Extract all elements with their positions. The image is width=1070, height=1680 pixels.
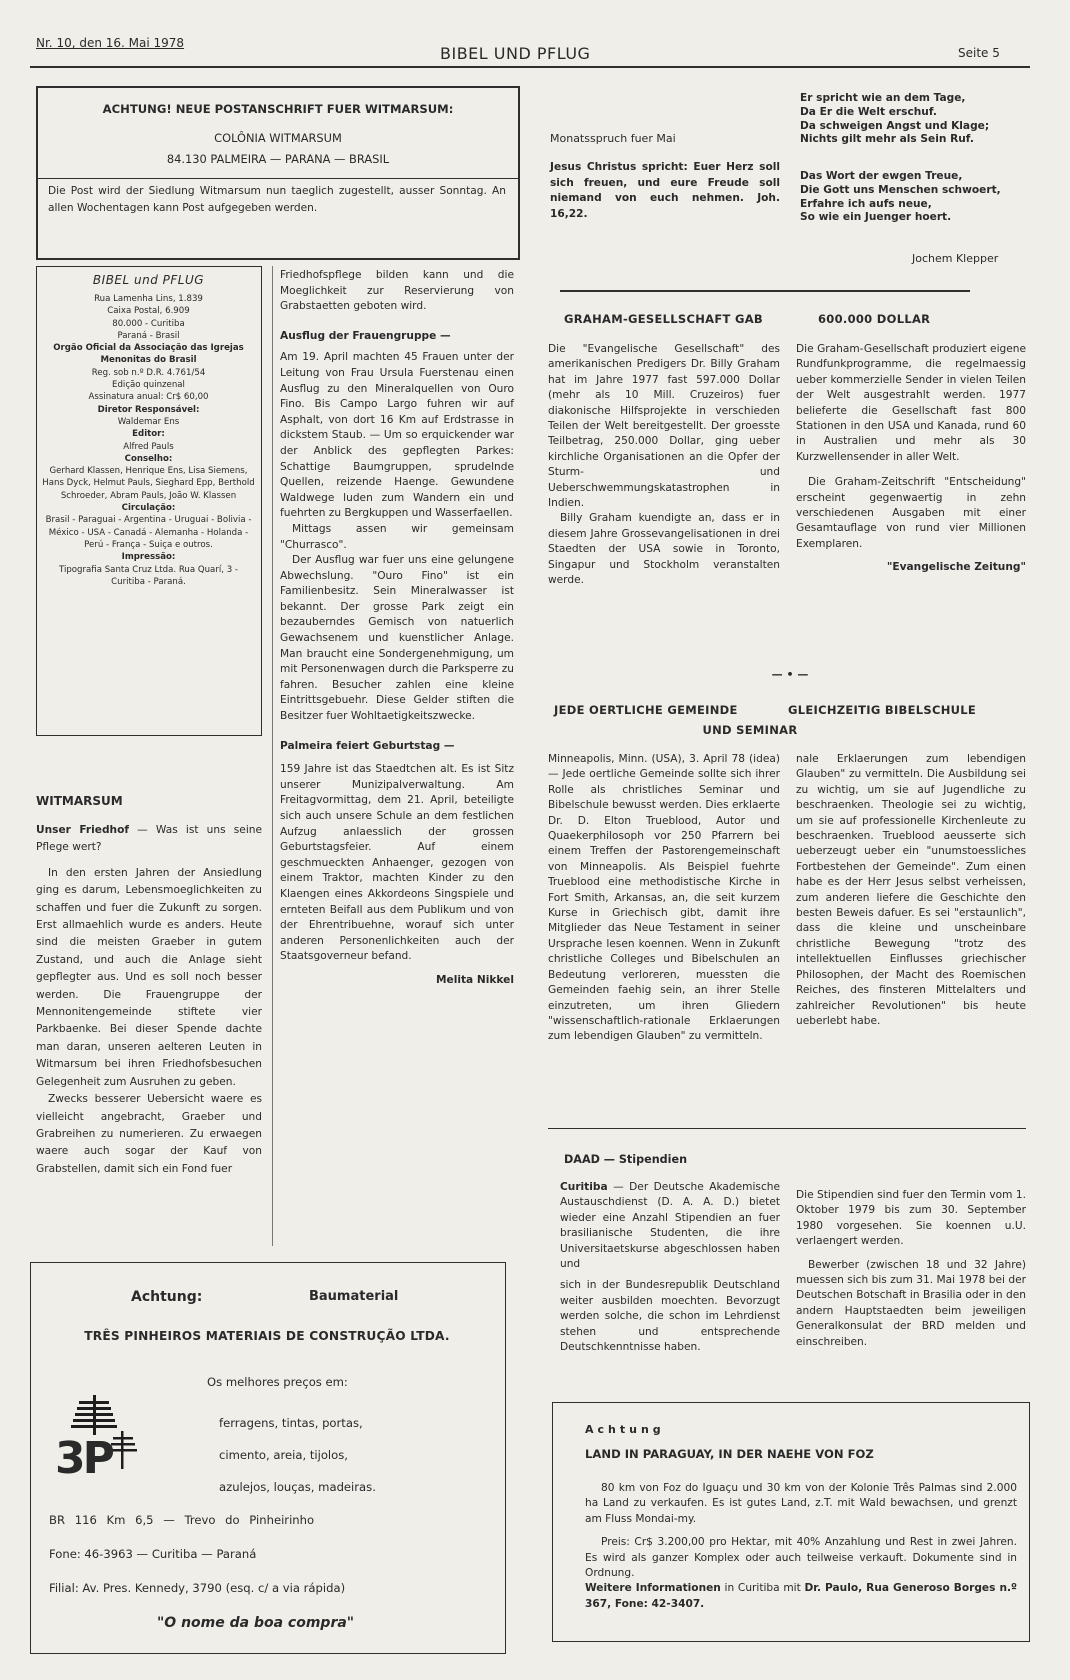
- gemeinde-right-column: nale Erklaerungen zum lebendigen Glauben" zu vermitteln. Die Ausbildung sei zu wichtig, um sie auf Jugendliche zu beschraenken. Theologie sei zu wichtig, um sie auf professionelle Kirchenleute zu beschraenken. Trueblood aeusserte sich ueberzeugt ueber ein "unumstoessliches Fortbestehen der Gemeinde". Zum einen habe es der Herr Jesus selbst verheissen, zum anderen liefere die Geschichte den besten Beweis dafuer. Es sei "erstaunlich", dass die kleine und unscheinbare christliche Bewegung "trotz des intellektuellen Einflusses griechischer Philosophen, der Macht des Roemischen Reiches, des finsteren Mittelalters und zahlreicher Revolutionen" bis heute ueberlebt habe.: [796, 753, 1026, 1027]
- graham-left-p2: Billy Graham kuendigte an, dass er in diesem Jahre Grossevangelisationen in drei Staedten der USA sowie in Toronto, Singapur und Stockholm veranstalten werde.: [548, 512, 780, 587]
- ad-company: TRÊS PINHEIROS MATERIAIS DE CONSTRUÇÃO LTDA.: [84, 1329, 450, 1343]
- postal-notice-line2: 84.130 PALMEIRA — PARANA — BRASIL: [166, 152, 390, 166]
- land-ad-box: [552, 1402, 1030, 1642]
- palmeira-signature: Melita Nikkel: [435, 973, 514, 986]
- masthead-address: [41, 293, 256, 588]
- graham-left-p1: Die "Evangelische Gesellschaft" des amerikanischen Predigers Dr. Billy Graham hat im Jahre 1977 fast 597.000 Dollar (mehr als 10 Mill. Cruzeiros) fuer diakonische Hilfsprojekte in verschieden Teilen der Welt bereitgestellt. Der groesste Teilbetrag, 250.000 Dollar, ging ueber kirchliche Organisationen an die Opfer der Sturm- und Ueberschwemmungskatastrophen in Indien.: [548, 343, 780, 510]
- land-ad-body: [585, 1481, 1017, 1612]
- witmarsum-p2: Zwecks besserer Uebersicht waere es vielleicht angebracht, Graeber und Grabreihen zu numerieren. Zu erwaegen waere auch sogar der Kauf von Grabstellen, damit sich ein Fond fuer: [36, 1093, 262, 1175]
- masthead-circulation-label: Circulação:: [121, 503, 176, 514]
- gemeinde-headline-line2: UND SEMINAR: [702, 723, 798, 737]
- section-separator: — • —: [771, 668, 809, 681]
- masthead-print: Tipografia Santa Cruz Ltda. Rua Quarí, 3 - Curitiba - Paraná.: [58, 564, 239, 587]
- poem-line: Nichts gilt mehr als Sein Ruf.: [800, 133, 974, 146]
- gemeinde-headline-left: JEDE OERTLICHE GEMEINDE: [554, 703, 738, 717]
- gemeinde-headline-right: GLEICHZEITIG BIBELSCHULE: [788, 703, 977, 717]
- postal-notice-title: ACHTUNG! NEUE POSTANSCHRIFT FUER WITMARSUM:: [102, 102, 454, 116]
- ausflug-p2: Mittags assen wir gemeinsam "Churrasco".: [280, 522, 514, 551]
- palmeira-p1: 159 Jahre ist das Staedtchen alt. Es ist Sitz unserer Munizipalverwaltung. Am Freitagvormittag, dem 21. April, beteiligte sich auch unsere Schule an dem festlichen Aufzug anlaesslich der grossen Geburtstagsfeier. Auf einem geschmueckten Anhaenger, gezogen von einem Traktor, machten Kinder zu den Klaengen eines Akkordeons Singspiele und ernteten Beifall aus dem Publikum und von der Ehrentribuehne, worauf sich unter anderen Personenlichkeiten auch der Staatsgoverneur befand.: [280, 763, 514, 963]
- masthead-editor: Alfred Pauls: [123, 441, 174, 452]
- ad-intro: Os melhores preços em:: [207, 1375, 348, 1389]
- postal-notice-box: [36, 86, 520, 260]
- postal-notice-divider: [38, 178, 518, 179]
- poem-stanza-1: [800, 92, 1030, 147]
- witmarsum-subhead: Unser Friedhof: [36, 824, 129, 836]
- ad-items: [219, 1407, 376, 1503]
- masthead-name: BIBEL und PFLUG: [92, 273, 205, 287]
- column-rule-mid: [272, 266, 273, 1246]
- masthead-reg: Reg. sob n.º D.R. 4.761/54: [91, 367, 206, 378]
- masthead-line: Rua Lamenha Lins, 1.839: [94, 294, 203, 304]
- masthead-line: Paraná - Brasil: [117, 330, 180, 341]
- masthead-line: Caixa Postal, 6.909: [107, 306, 190, 317]
- masthead-line: 80.000 - Curitiba: [112, 318, 185, 329]
- witmarsum-p1: In den ersten Jahren der Ansiedlung ging es darum, Lebensmoeglichkeiten zu schaffen und fuer die Zukunft zu sorgen. Erst allmaehlich wurde es anders. Heute sind die meisten Graeber in gutem Zustand, und auch die Anlage sieht gepflegter aus. Und es soll noch besser werden. Die Frauengruppe der Mennonitengemeinde stiftete vier Parkbaenke. Bei dieser Spende dachte man daran, unseren aelteren Leuten in Witmarsum bei ihren Friedhofsbesuchen Gelegenheit zum Ausruhen zu geben.: [36, 866, 262, 1088]
- daad-left-p2: sich in der Bundesrepublik Deutschland weiter ausbilden moechten. Bevorzugt werden solche, die schon im Lehrdienst stehen und entsprechende Deutschkenntnisse haben.: [560, 1279, 780, 1354]
- daad-right-p2: Bewerber (zwischen 18 und 32 Jahre) muessen sich bis zum 31. Mai 1978 bei der Deutschen Botschaft in Brasilia oder in den andern Hauptstaedten beim jeweiligen Generalkonsulat der BRD melden und einschreiben.: [796, 1258, 1026, 1348]
- ad-branch-text: Filial: Av. Pres. Kennedy, 3790 (esq. c/ a via rápida): [49, 1581, 346, 1595]
- land-ad-contact-mid: in Curitiba mit: [720, 1582, 805, 1595]
- masthead-council: Gerhard Klassen, Henrique Ens, Lisa Siemens, Hans Dyck, Helmut Pauls, Sieghard Epp, Berthold Schroeder, Abram Pauls, João W. Klassen: [42, 466, 255, 501]
- ad-items-row: azulejos, louças, madeiras.: [219, 1480, 376, 1494]
- ad-branch: [49, 1581, 345, 1595]
- daad-left-p1: — Der Deutsche Akademische Austauschdienst (D. A. A. D.) bietet wieder eine Anzahl Stipendien an fuer brasilianische Studenten, die ihre Universitaetskurse abgeschlossen haben und: [560, 1181, 780, 1271]
- masthead-box: [36, 266, 262, 736]
- ad-address: BR 116 Km 6,5 — Trevo do Pinheirinho: [49, 1513, 315, 1527]
- middle-column: [280, 268, 514, 989]
- masthead-director: Waldemar Ens: [117, 416, 180, 427]
- building-materials-ad: [30, 1262, 506, 1654]
- poem-line: Das Wort der ewgen Treue,: [800, 170, 963, 182]
- daad-lead: Curitiba: [560, 1181, 608, 1193]
- witmarsum-lead: — Was ist uns seine Pflege wert?: [36, 824, 262, 854]
- masthead-circulation: Brasil - Paraguai - Argentina - Uruguai - Bolivia - México - USA - Canadá - Alemanha - Holanda - Perú - França - Suiça e outros.: [45, 515, 252, 550]
- graham-right-p1: Die Graham-Gesellschaft produziert eigene Rundfunkprogramme, die regelmaessig ueber kommerzielle Sender in vielen Teilen der Welt ausgestrahlt werden. 1977 belieferte die Gesellschaft fast 800 Stationen in den USA und Kanada, rund 60 in Australien und mehr als 30 Kurzwellensender in aller Welt.: [796, 343, 1026, 463]
- palmeira-heading: Palmeira feiert Geburtstag —: [280, 739, 455, 752]
- monthly-verse-label: Monatsspruch fuer Mai: [550, 132, 676, 145]
- land-ad-p2: Preis: Cr$ 3.200,00 pro Hektar, mit 40% Anzahlung und Rest in zwei Jahren. Es wird als ganzer Komplex oder auch teilweise verkauft. Dokumente sind in Ordnung.: [585, 1536, 1017, 1580]
- graham-right-column: [796, 342, 1026, 576]
- poem-author: Jochem Klepper: [912, 252, 999, 265]
- daad-headline: DAAD — Stipendien: [564, 1153, 688, 1166]
- masthead-subscription: Assinatura anual: Cr$ 60,00: [88, 392, 209, 403]
- paper-name: BIBEL UND PFLUG: [440, 44, 591, 63]
- friedhof-continuation: Friedhofspflege bilden kann und die Moeglichkeit zur Reservierung von Grabstaetten geboten wird.: [280, 269, 514, 313]
- land-ad-headline: LAND IN PARAGUAY, IN DER NAEHE VON FOZ: [585, 1447, 874, 1461]
- daad-right-p1: Die Stipendien sind fuer den Termin vom 1. Oktober 1979 bis zum 30. September 1980 vorgesehen. Sie koennen u.U. verlaengert werden.: [796, 1189, 1026, 1248]
- daad-left-column: [560, 1180, 780, 1355]
- land-ad-contact-name: Dr. Paulo, Rua Generoso Borges n.º 367, Fone: 42-3407.: [585, 1582, 1017, 1610]
- masthead-organ: Orgão Oficial da Associação das Igrejas Menonitas do Brasil: [53, 343, 244, 366]
- poem-stanza-2: [800, 170, 1030, 225]
- graham-headline-left: GRAHAM-GESELLSCHAFT GAB: [564, 312, 763, 326]
- poem-line: Da schweigen Angst und Klage;: [800, 119, 990, 132]
- daad-right-column: [796, 1188, 1026, 1350]
- land-ad-contact-label: Weitere Informationen: [585, 1582, 721, 1595]
- poem-line: So wie ein Juenger hoert.: [800, 211, 952, 224]
- graham-headline-right: 600.000 DOLLAR: [818, 312, 931, 326]
- masthead-director-label: Diretor Responsável:: [97, 404, 200, 415]
- issue-date: Nr. 10, den 16. Mai 1978: [36, 36, 185, 50]
- graham-source: "Evangelische Zeitung": [886, 561, 1026, 574]
- three-pines-logo: [53, 1393, 151, 1505]
- graham-left-column: [548, 342, 780, 589]
- land-ad-label: Achtung: [585, 1423, 665, 1436]
- postal-notice-line1: COLÔNIA WITMARSUM: [214, 131, 342, 145]
- masthead-edition: Edição quinzenal: [112, 380, 185, 391]
- masthead-council-label: Conselho:: [124, 453, 173, 464]
- poem-line: Die Gott uns Menschen schwoert,: [800, 183, 1001, 196]
- masthead-editor-label: Editor:: [132, 429, 165, 440]
- ausflug-heading: Ausflug der Frauengruppe —: [280, 329, 451, 342]
- monthly-verse-text: Jesus Christus spricht: Euer Herz soll sich freuen, und eure Freude soll niemand von euch nehmen. Joh. 16,22.: [550, 161, 780, 220]
- ausflug-p3: Der Ausflug war fuer uns eine gelungene Abwechslung. "Ouro Fino" ist ein Familienbesitz. Sein Mineralwasser ist bekannt. Der grosse Park zeigt ein bezauberndes Gemisch von natuerlich Gewachsenem und kuenstlicher Anlage. Man braucht eine Sondergenehmigung, um mit Personenwagen durch die Parksperre zu fahren. Besucher zahlen eine kleine Eintrittsgebuehr. Diese Gelder stiften die Besitzer fuer Wohltaetigkeitszwecke.: [280, 554, 514, 723]
- ausflug-p1: Am 19. April machten 45 Frauen unter der Leitung von Frau Ursula Fuerstenau einen Ausflug zu den Mineralquellen von Ouro Fino. Bis Campo Largo fuhren wir auf Asphalt, von dort 16 Km auf Erdstrasse in dickstem Staub. — Um so erquickender war der Anblick des gepflegten Parkes: Schattige Baumgruppen, sprudelnde Quellen, reizende Haenge. Gewundene Waldwege luden zum Wandern ein und fuehrten zu Bergkuppen und Wasserfaellen.: [280, 351, 514, 520]
- ad-right-label: Baumaterial: [309, 1289, 399, 1304]
- postal-notice-body: Die Post wird der Siedlung Witmarsum nun taeglich zugestellt, ausser Sonntag. An allen Wochentagen kann Post aufgegeben werden.: [48, 185, 506, 214]
- land-ad-p1: 80 km von Foz do Iguaçu und 30 km von der Kolonie Três Palmas sind 2.000 ha Land zu verkaufen. Es ist gutes Land, z.T. mit Wald bewachsen, und grenzt am Fluss Mondai-my.: [585, 1482, 1017, 1525]
- ad-phone: Fone: 46-3963 — Curitiba — Paraná: [49, 1547, 257, 1561]
- masthead-print-label: Impressão:: [121, 552, 176, 563]
- gemeinde-rule: [548, 1128, 1026, 1129]
- gemeinde-left-column: Minneapolis, Minn. (USA), 3. April 78 (idea) — Jede oertliche Gemeinde sollte sich ihrer Rolle als christliches Seminar und Bibelschule bewusst werden. Dies erklaerte Dr. D. Elton Trueblood, Autor und Quaekerphilosoph vor 250 Pfarrern bei einem Treffen der Pastorengemeinschaft von Minneapolis. Als Beispiel fuehrte Trueblood eine methodistische Kirche in Fort Smith, Arkansas, an, die seit kurzem Kurse in Griechisch gibt, damit ihre Mitglieder das Neue Testament in seiner Ursprache lesen koennen. Wenn in Zukunft christliche Colleges und Bibelschulen an Bedeutung verloreren, muessten die Gemeinden faehig sein, an ihrer Stelle einzutreten, um ihren Gliedern "wissenschaftlich-rationale Erklaerungen zum lebendigen Glauben" zu vermitteln.: [548, 753, 780, 1043]
- poem-line: Er spricht wie an dem Tage,: [800, 92, 966, 104]
- ad-items-row: ferragens, tintas, portas,: [219, 1416, 363, 1430]
- page-number: Seite 5: [958, 46, 1000, 60]
- witmarsum-article: [36, 822, 262, 1178]
- witmarsum-heading: WITMARSUM: [36, 794, 123, 808]
- poem-line: Erfahre ich aufs neue,: [800, 197, 932, 210]
- ad-left-label: Achtung:: [131, 1289, 203, 1305]
- header-rule: [30, 66, 1030, 68]
- logo-letters: 3P: [55, 1433, 112, 1484]
- poem-rule: [560, 290, 970, 292]
- graham-right-p2: Die Graham-Zeitschrift "Entscheidung" erscheint gegenwaertig in zehn verschiedenen Ausgaben mit einer Gesamtauflage von rund vier Millionen Exemplaren.: [796, 476, 1026, 550]
- poem-line: Da Er die Welt erschuf.: [800, 105, 937, 118]
- ad-items-row: cimento, areia, tijolos,: [219, 1448, 348, 1462]
- ad-slogan: "O nome da boa compra": [157, 1615, 355, 1631]
